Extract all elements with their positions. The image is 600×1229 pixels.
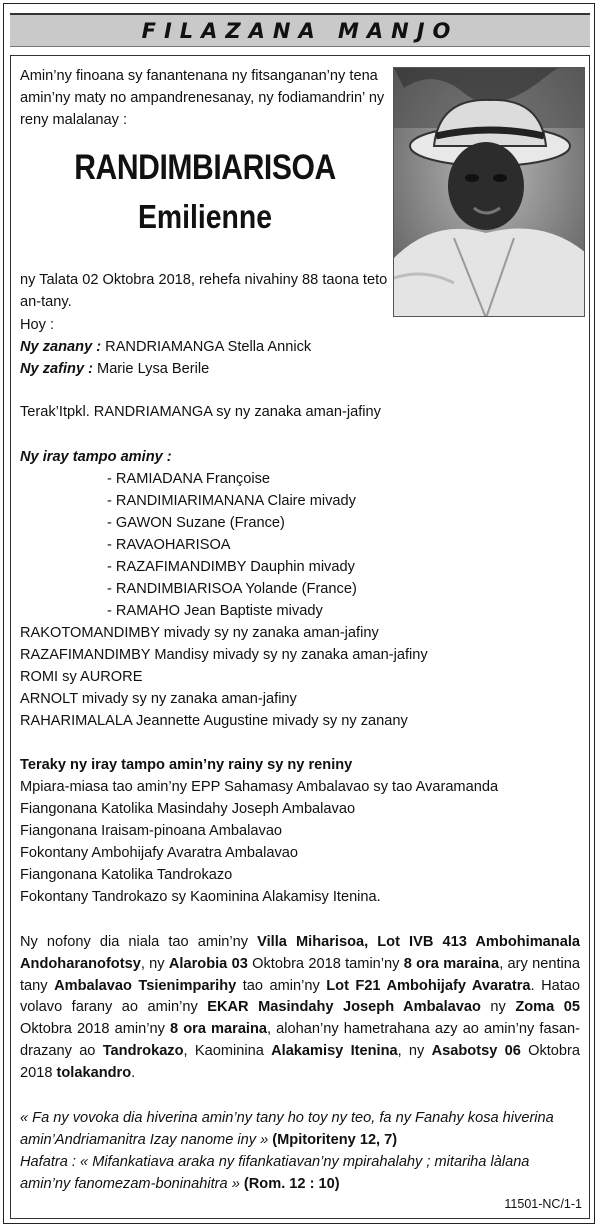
verse-quote-1 [20,1108,580,1152]
funeral-highlight: Tandrokazo [102,1042,184,1059]
family-line: ARNOLT mivady sy ny zanaka aman-jafiny [20,691,297,707]
sibling-item: - RAVAOHARISOA [107,537,231,553]
death-notice: ny Talata 02 Oktobra 2018, rehefa nivahiny 88 taona teto an-tany. [20,272,388,310]
relatives-item: Fiangonana Iraisam-pinoana Ambalavao [20,823,283,839]
funeral-text: , ary nentina tany [20,955,581,994]
funeral-text: . Hatao volavo farany ao amin’ny [20,977,581,1016]
relatives-item: Mpiara-miasa tao amin’ny EPP Sahamasy Ambalavao sy tao Avaramanda [20,779,499,795]
deceased-photo [393,67,585,317]
family-line: RAKOTOMANDIMBY mivady sy ny zanaka aman-jafiny [20,625,379,641]
children-label: Ny zanany : [20,339,102,355]
deceased-first-name: Emilienne [137,198,273,235]
funeral-text: , Kaominina [183,1042,272,1059]
children-line [20,337,311,359]
family-line: ROMI sy AURORE [20,669,143,685]
children-value: RANDRIAMANGA Stella Annick [101,339,312,355]
funeral-text: , alohan’ny hametrahana azy ao amin’ny fasan-drazany ao [20,1021,580,1059]
family-line: RAZAFIMANDIMBY Mandisy mivady sy ny zanaka aman-jafiny [20,647,428,663]
reference-code: 11501-NC/1-1 [504,1197,582,1211]
sibling-item: - RAMIADANA Françoise [107,471,271,487]
funeral-text: , ny [397,1042,432,1059]
funeral-highlight: Zoma 05 [515,999,580,1016]
relatives-item: Fiangonana Katolika Masindahy Joseph Ambalavao [20,801,356,817]
funeral-text: tao amin’ny [236,977,327,994]
siblings-label: Ny iray tampo aminy : [20,449,172,465]
sibling-item: - RAZAFIMANDIMBY Dauphin mivady [107,559,355,575]
family-line: RAHARIMALALA Jeannette Augustine mivady sy ny zanany [20,713,408,729]
verse-text: « Fa ny vovoka dia hiverina amin’ny tany ho toy ny teo, fa ny Fanahy kosa hiverina amin’Andriamanitra Izay nanome iny » [20,1110,554,1148]
grandchildren-label: Ny zafiny : [20,361,93,377]
grandchildren-value: Marie Lysa Berile [92,361,210,377]
funeral-highlight: Alarobia 03 [168,955,248,972]
funeral-highlight: Asabotsy 06 [431,1042,521,1059]
verse-quote-2 [20,1152,580,1196]
deceased-last-name: RANDIMBIARISOA [74,148,336,187]
hoy-label: Hoy : [20,317,55,333]
sibling-item: - RANDIMIARIMANANA Claire mivady [107,493,356,509]
funeral-text: ny [480,999,516,1016]
funeral-highlight: 8 ora maraina [170,1021,268,1038]
sibling-item: - RANDIMBIARISOA Yolande (France) [107,581,357,597]
funeral-text: Oktobra 2018 tamin’ny [247,955,404,972]
verse-reference: (Mpitoriteny 12, 7) [268,1131,398,1148]
funeral-highlight: EKAR Masindahy Joseph Ambalavao [207,999,481,1016]
grandchildren-line [20,359,209,381]
sibling-item: - RAMAHO Jean Baptiste mivady [107,603,323,619]
verse-reference: (Rom. 12 : 10) [239,1175,340,1192]
verse-text: Hafatra : « Mifankatiava araka ny fifankatiavan’ny mpirahalahy ; mitariha làlana amin’ny fanomezam-boninahitra » [20,1154,530,1192]
header-banner [10,13,590,47]
funeral-highlight: tolakandro [56,1064,132,1081]
funeral-text: Oktobra 2018 [20,1042,581,1081]
funeral-text: Ny nofony dia niala tao amin’ny [20,934,258,950]
funeral-highlight: 8 ora maraina [403,955,500,972]
sibling-item: - GAWON Suzane (France) [107,515,285,531]
relatives-item: Fiangonana Katolika Tandrokazo [20,867,233,883]
funeral-text: , ny [140,955,169,972]
funeral-details [20,932,580,1085]
portrait-image [394,68,585,317]
funeral-highlight: Alakamisy Itenina [271,1042,398,1059]
funeral-highlight: Lot F21 Ambohijafy Avaratra [326,977,531,994]
relatives-item: Fokontany Ambohijafy Avaratra Ambalavao [20,845,298,861]
relatives-item: Fokontany Tandrokazo sy Kaominina Alakamisy Itenina. [20,889,381,905]
funeral-highlight: Villa Miharisoa, Lot IVB 413 Ambohimanala Andoharanofotsy [20,934,580,972]
funeral-highlight: Ambalavao Tsienimparihy [54,977,237,994]
funeral-text: Oktobra 2018 amin’ny [20,1021,170,1038]
great-grandchildren-line: Terak’Itpkl. RANDRIAMANGA sy ny zanaka aman-jafiny [20,404,381,420]
page-title: FILAZANA MANJO [141,18,459,43]
intro-text: Amin’ny finoana sy fanantenana ny fitsanganan’ny tena amin’ny maty no ampandrenesanay, ny fodiamandrin’ ny reny malalanay : [20,68,385,128]
funeral-text: . [131,1064,136,1081]
relatives-label: Teraky ny iray tampo amin’ny rainy sy ny reniny [20,757,353,773]
